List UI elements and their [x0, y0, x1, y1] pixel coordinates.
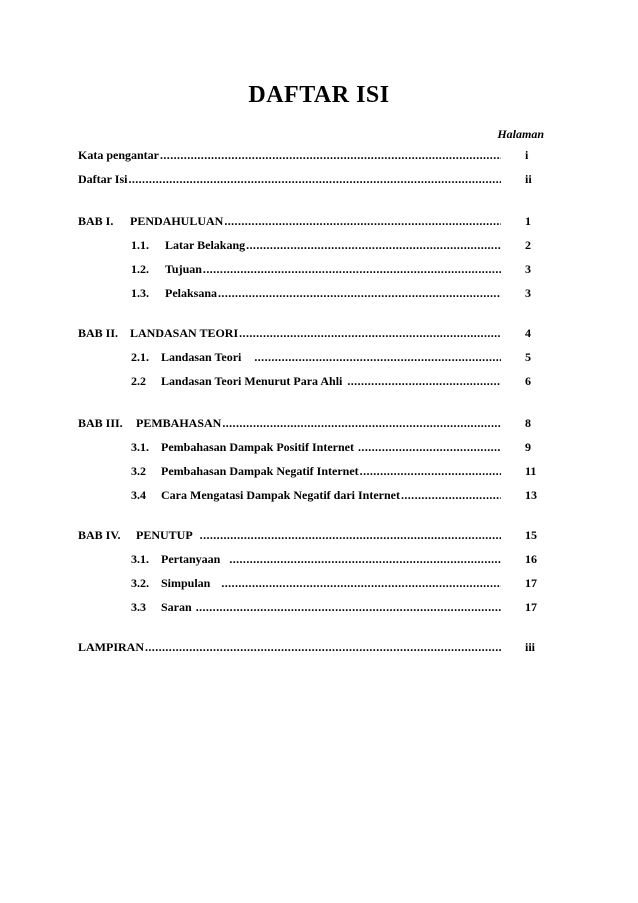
toc-entry-text: Pertanyaan: [161, 552, 221, 566]
toc-entry-1-2[interactable]: [131, 262, 544, 278]
toc-page-number: 15: [525, 528, 537, 542]
toc-entry-text: Kata pengantar: [78, 148, 159, 162]
toc-page-number: 13: [525, 488, 537, 502]
toc-entry-bab-2[interactable]: [78, 326, 544, 342]
dot-leader: [347, 374, 501, 389]
page-column-label: Halaman: [497, 127, 544, 141]
dot-leader: [218, 286, 501, 301]
toc-entry-text: Saran: [161, 600, 192, 614]
toc-entry-text: Cara Mengatasi Dampak Negatif dari Internet: [161, 488, 400, 502]
section-number: 3.3: [131, 600, 146, 614]
toc-page-number: 16: [525, 552, 537, 566]
toc-page-number: 1: [525, 214, 531, 228]
dot-leader: [200, 528, 501, 543]
section-number: 3.2.: [131, 576, 149, 590]
toc-entry-text: PEMBAHASAN: [136, 416, 222, 430]
toc-entry-text: Latar Belakang: [165, 238, 246, 252]
toc-entry-text: Tujuan: [165, 262, 202, 276]
toc-page-number: 8: [525, 416, 531, 430]
toc-entry-2-1[interactable]: [131, 350, 544, 366]
chapter-number: BAB III.: [78, 416, 123, 430]
toc-entry-4-3[interactable]: [131, 600, 544, 616]
chapter-number: BAB IV.: [78, 528, 121, 542]
toc-entry-text: Simpulan: [161, 576, 211, 590]
dot-leader: [224, 214, 501, 229]
toc-entry-1-1[interactable]: [131, 238, 544, 254]
dot-leader: [160, 148, 501, 163]
dot-leader: [145, 640, 501, 655]
toc-entry-text: Pelaksana: [165, 286, 218, 300]
toc-entry-lampiran[interactable]: [78, 640, 544, 656]
toc-page-number: iii: [525, 640, 536, 654]
toc-entry-text: LANDASAN TEORI: [130, 326, 239, 340]
toc-page-number: ii: [525, 172, 532, 186]
toc-page-number: 3: [525, 262, 531, 276]
toc-entry-3-2[interactable]: [131, 464, 544, 480]
chapter-number: BAB I.: [78, 214, 114, 228]
toc-page-number: i: [525, 148, 529, 162]
section-number: 3.2: [131, 464, 146, 478]
section-number: 1.3.: [131, 286, 149, 300]
toc-page-number: 4: [525, 326, 531, 340]
dot-leader: [229, 552, 501, 567]
page-title: DAFTAR ISI: [248, 82, 390, 108]
toc-entry-text: PENUTUP: [136, 528, 193, 542]
chapter-number: BAB II.: [78, 326, 119, 340]
toc-entry-1-3[interactable]: [131, 286, 544, 302]
dot-leader: [254, 350, 501, 365]
dot-leader: [203, 262, 501, 277]
toc-entry-text: Landasan Teori: [161, 350, 242, 364]
toc-page-number: 2: [525, 238, 531, 252]
toc-entry-text: PENDAHULUAN: [130, 214, 224, 228]
toc-entry-2-2[interactable]: [131, 374, 544, 390]
section-number: 3.1.: [131, 552, 149, 566]
toc-entry-text: Daftar Isi: [78, 172, 128, 186]
section-number: 3.4: [131, 488, 146, 502]
toc-entry-3-1[interactable]: [131, 440, 544, 456]
toc-page-number: 9: [525, 440, 531, 454]
dot-leader: [128, 172, 501, 187]
toc-entry-4-2[interactable]: [131, 576, 544, 592]
toc-page-number: 3: [525, 286, 531, 300]
dot-leader: [246, 238, 501, 253]
dot-leader: [196, 600, 501, 615]
section-number: 2.1.: [131, 350, 149, 364]
toc-entry-kata-pengantar[interactable]: [78, 148, 544, 164]
toc-entry-4-1[interactable]: [131, 552, 544, 568]
toc-page-number: 5: [525, 350, 531, 364]
toc-entry-text: Landasan Teori Menurut Para Ahli: [161, 374, 343, 388]
section-number: 1.2.: [131, 262, 149, 276]
dot-leader: [239, 326, 501, 341]
section-number: 2.2: [131, 374, 146, 388]
toc-entry-bab-1[interactable]: [78, 214, 544, 230]
toc-entry-text: Pembahasan Dampak Negatif Internet: [161, 464, 359, 478]
toc-entry-bab-3[interactable]: [78, 416, 544, 432]
toc-page-number: 17: [525, 576, 537, 590]
dot-leader: [358, 440, 501, 455]
dot-leader: [401, 488, 501, 503]
dot-leader: [221, 576, 501, 591]
toc-entry-text: LAMPIRAN: [78, 640, 144, 654]
toc-page-number: 17: [525, 600, 537, 614]
toc-page-number: 11: [525, 464, 537, 478]
toc-page-number: 6: [525, 374, 531, 388]
dot-leader: [360, 464, 501, 479]
toc-entry-3-4[interactable]: [131, 488, 544, 504]
section-number: 3.1.: [131, 440, 149, 454]
toc-entry-bab-4[interactable]: [78, 528, 544, 544]
section-number: 1.1.: [131, 238, 149, 252]
dot-leader: [222, 416, 501, 431]
toc-entry-text: Pembahasan Dampak Positif Internet: [161, 440, 355, 454]
toc-entry-daftar-isi[interactable]: [78, 172, 544, 188]
